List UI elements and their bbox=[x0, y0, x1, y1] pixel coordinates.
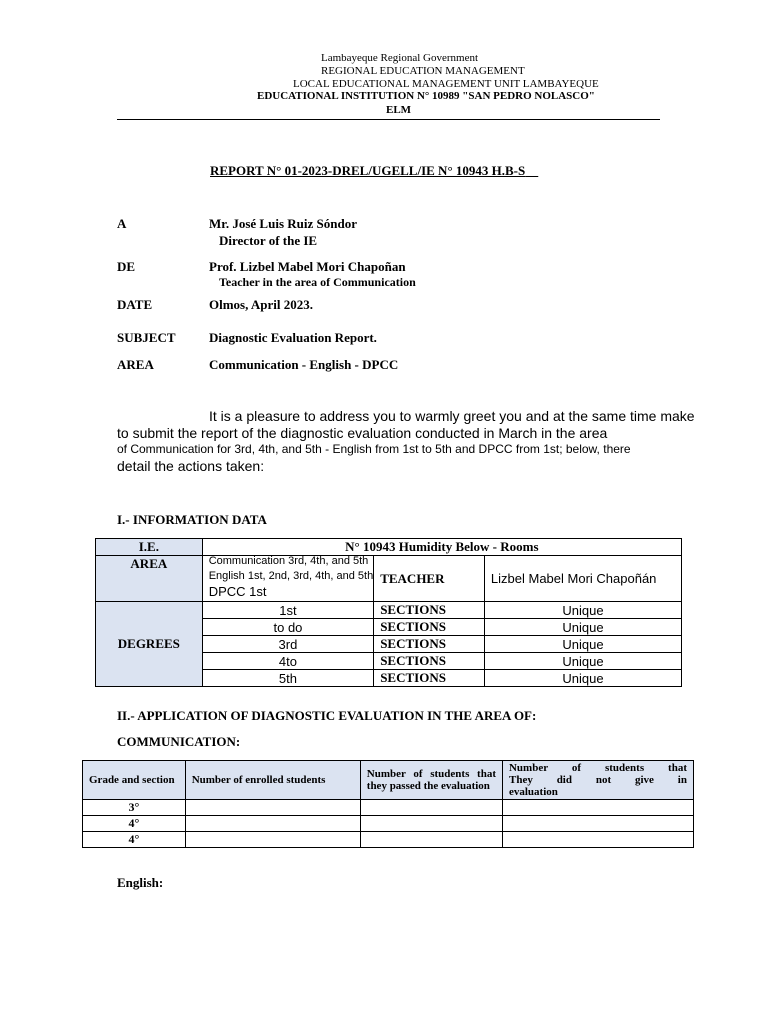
col-not-given-line-2: They did not give in bbox=[508, 774, 687, 786]
area-line-3: DPCC 1st bbox=[208, 584, 267, 599]
header-regional-education: REGIONAL EDUCATION MANAGEMENT bbox=[321, 65, 525, 77]
table-header-row bbox=[83, 761, 694, 800]
meta-area-value: Communication - English - DPCC bbox=[209, 357, 399, 372]
degree-sections: SECTIONS bbox=[374, 602, 485, 619]
meta-de-value: Prof. Lizbel Mabel Mori Chapoñan bbox=[209, 259, 406, 274]
degree-grade: 3rd bbox=[202, 636, 374, 653]
meta-date-value: Olmos, April 2023. bbox=[209, 297, 314, 312]
communication-table bbox=[82, 760, 694, 848]
degree-sections: SECTIONS bbox=[374, 670, 485, 687]
area-line-1: Communication 3rd, 4th, and 5th bbox=[208, 555, 369, 567]
row-passed bbox=[360, 800, 502, 816]
degree-value: Unique bbox=[484, 602, 681, 619]
report-title: REPORT N° 01-2023-DREL/UGELL/IE N° 10943 H.B-S bbox=[210, 163, 526, 178]
row-not-given bbox=[502, 832, 693, 848]
header-local-unit: LOCAL EDUCATIONAL MANAGEMENT UNIT LAMBAYEQUE bbox=[293, 78, 599, 90]
header-elm: ELM bbox=[386, 104, 412, 116]
degree-value: Unique bbox=[484, 653, 681, 670]
meta-subject-key: SUBJECT bbox=[117, 330, 176, 345]
row-passed bbox=[360, 816, 502, 832]
row-grade: 4° bbox=[83, 832, 186, 848]
meta-date-key: DATE bbox=[117, 297, 153, 312]
information-table bbox=[95, 538, 682, 687]
ie-value: N° 10943 Humidity Below - Rooms bbox=[202, 539, 681, 556]
section-1-title: I.- INFORMATION DATA bbox=[117, 512, 267, 527]
table-row-area bbox=[96, 556, 682, 602]
meta-de-key: DE bbox=[117, 259, 136, 274]
header-divider bbox=[117, 119, 660, 120]
paragraph-line-2: to submit the report of the diagnostic evaluation conducted in March in the area bbox=[117, 425, 608, 441]
paragraph-line-3: of Communication for 3rd, 4th, and 5th - English from 1st to 5th and DPCC from 1st; below, there bbox=[117, 442, 631, 456]
meta-a-value: Mr. José Luis Ruiz Sóndor bbox=[209, 216, 357, 231]
degree-grade: 4to bbox=[202, 653, 374, 670]
table-row-degree bbox=[96, 602, 682, 619]
degree-grade: 5th bbox=[202, 670, 374, 687]
row-not-given bbox=[502, 816, 693, 832]
row-enrolled bbox=[185, 800, 360, 816]
degrees-label: DEGREES bbox=[96, 602, 203, 687]
degree-sections: SECTIONS bbox=[374, 619, 485, 636]
paragraph-line-1: It is a pleasure to address you to warmly greet you and at the same time make bbox=[209, 408, 695, 424]
col-passed-line-1: Number of students that bbox=[366, 768, 496, 780]
col-enrolled: Number of enrolled students bbox=[185, 761, 360, 800]
meta-de-sub: Teacher in the area of Communication bbox=[219, 275, 416, 289]
meta-area-key: AREA bbox=[117, 357, 154, 372]
row-passed bbox=[360, 832, 502, 848]
degree-value: Unique bbox=[484, 636, 681, 653]
meta-a-key: A bbox=[117, 216, 127, 231]
table-row bbox=[83, 832, 694, 848]
col-passed-line-2: they passed the evaluation bbox=[366, 780, 490, 792]
degree-grade: 1st bbox=[202, 602, 374, 619]
table-row bbox=[83, 800, 694, 816]
row-grade: 3° bbox=[83, 800, 186, 816]
paragraph-line-4: detail the actions taken: bbox=[117, 458, 265, 474]
english-label: English: bbox=[117, 875, 164, 890]
ie-label: I.E. bbox=[96, 539, 203, 556]
section-2-title: II.- APPLICATION OF DIAGNOSTIC EVALUATION IN THE AREA OF: bbox=[117, 708, 537, 723]
degree-grade: to do bbox=[202, 619, 374, 636]
teacher-value: Lizbel Mabel Mori Chapoñán bbox=[484, 556, 681, 602]
degree-sections: SECTIONS bbox=[374, 653, 485, 670]
row-enrolled bbox=[185, 832, 360, 848]
degree-value: Unique bbox=[484, 619, 681, 636]
area-value bbox=[202, 556, 374, 602]
area-label: AREA bbox=[96, 556, 203, 602]
degree-sections: SECTIONS bbox=[374, 636, 485, 653]
meta-subject-value: Diagnostic Evaluation Report. bbox=[209, 330, 377, 345]
area-line-2: English 1st, 2nd, 3rd, 4th, and 5th bbox=[208, 570, 374, 582]
header-institution: EDUCATIONAL INSTITUTION N° 10989 "SAN PEDRO NOLASCO" bbox=[257, 90, 595, 102]
col-grade-section: Grade and section bbox=[83, 761, 186, 800]
header-government: Lambayeque Regional Government bbox=[321, 52, 479, 64]
row-not-given bbox=[502, 800, 693, 816]
table-row bbox=[83, 816, 694, 832]
col-not-given bbox=[502, 761, 693, 800]
col-not-given-line-3: evaluation bbox=[508, 786, 558, 798]
col-passed bbox=[360, 761, 502, 800]
teacher-label: TEACHER bbox=[374, 556, 485, 602]
row-grade: 4° bbox=[83, 816, 186, 832]
col-not-given-line-1: Number of students that bbox=[508, 762, 687, 774]
meta-a-sub: Director of the IE bbox=[219, 233, 318, 248]
row-enrolled bbox=[185, 816, 360, 832]
degree-value: Unique bbox=[484, 670, 681, 687]
section-2-subtitle: COMMUNICATION: bbox=[117, 734, 241, 749]
table-row-ie bbox=[96, 539, 682, 556]
